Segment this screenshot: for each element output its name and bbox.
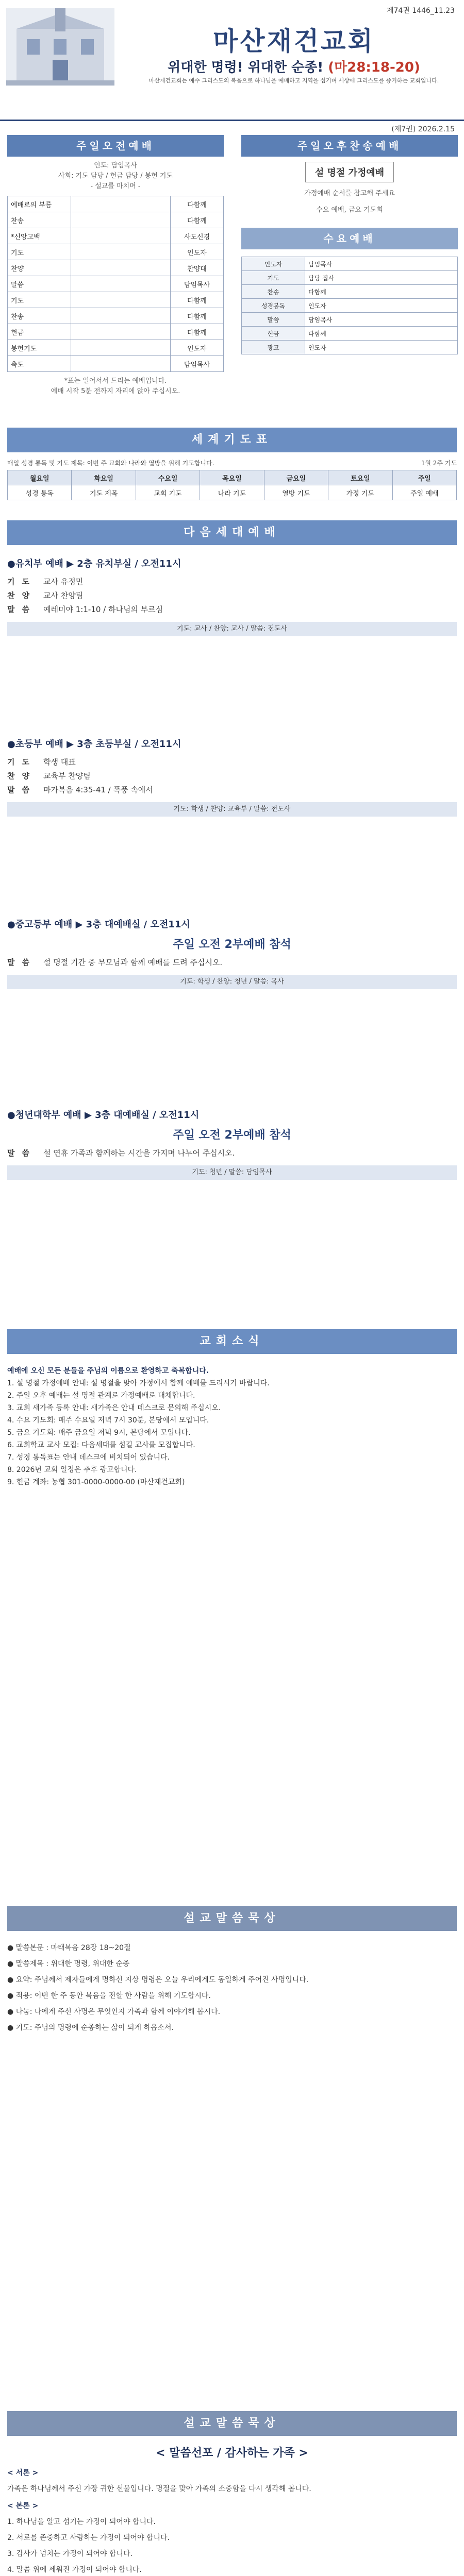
next-generation-detail-key — [7, 755, 43, 769]
wednesday-worship-row — [242, 299, 458, 313]
prayer-day-header: 토요일 — [328, 470, 392, 485]
worship-order-row — [8, 276, 224, 292]
wednesday-worship-value: 담임목사 — [305, 313, 458, 327]
church-news-item: 5. 금요 기도회: 매주 금요일 저녁 9시, 본당에서 모입니다. — [7, 1429, 191, 1437]
worship-order-cell: 찬양 — [8, 260, 71, 276]
church-news-body — [7, 1365, 457, 1489]
worship-order-cell: 다함께 — [171, 324, 224, 340]
next-generation-detail — [7, 575, 457, 589]
next-generation-detail-value: 마가복음 4:35-41 / 폭풍 속에서 — [43, 785, 153, 794]
next-generation-block-title: ●청년대학부 예배 ▶ 3층 대예배실 / 오전11시 — [7, 1110, 200, 1121]
next-generation-detail-key-part2: 양 — [22, 771, 29, 781]
church-news-item: 4. 수요 기도회: 매주 수요일 저녁 7시 30분, 본당에서 모입니다. — [7, 1416, 209, 1425]
prayer-day-cell: 성경 통독 — [8, 485, 72, 500]
worship-order-table — [7, 196, 224, 372]
next-generation-detail-value: 설 명절 기간 중 부모님과 함께 예배를 드려 주십시오. — [43, 958, 223, 967]
worship-order-cell: 사도신경 — [171, 228, 224, 244]
worship-order-cell: 봉헌기도 — [8, 340, 71, 356]
sermon-title: 설교말씀묵상 — [7, 2411, 457, 2436]
sermon-meditation-line: ● 요약: 주님께서 제자들에게 명하신 지상 명령은 오늘 우리에게도 동일하게 주어진 사명입니다. — [7, 1976, 309, 1984]
wednesday-worship-value: 담임목사 — [305, 257, 458, 271]
worship-order-cell: 다함께 — [171, 292, 224, 308]
next-generation-title: 다음세대예배 — [7, 520, 457, 545]
next-generation-detail-key-part1: 기 — [7, 577, 15, 586]
next-generation-detail-key-part2: 씀 — [22, 605, 29, 614]
prayer-day-header: 월요일 — [8, 470, 72, 485]
worship-order-cell: 찬송 — [8, 212, 71, 228]
next-generation-detail-key-part1: 말 — [7, 785, 15, 794]
worship-order-row — [8, 308, 224, 324]
worship-order-cell — [71, 324, 171, 340]
prayer-chart-right-note: 1월 2주 기도 — [421, 460, 457, 467]
church-news-item: 1. 설 명절 가정예배 안내: 설 명절을 맞아 가정에서 함께 예배를 드리시기 바랍니다. — [7, 1379, 270, 1387]
worship-order-row — [8, 260, 224, 276]
wednesday-worship-key: 성경봉독 — [242, 299, 305, 313]
worship-order-cell: 인도자 — [171, 340, 224, 356]
prayer-day-header: 화요일 — [72, 470, 136, 485]
worship-order-column — [7, 135, 224, 401]
next-generation-detail-key — [7, 1146, 43, 1160]
afternoon-worship-column — [241, 135, 458, 354]
worship-order-cell: 찬양대 — [171, 260, 224, 276]
next-generation-roles: 기도: 청년 / 말씀: 담임목사 — [7, 1165, 457, 1180]
next-generation-detail-key-part2: 씀 — [22, 1148, 29, 1158]
next-generation-detail-key — [7, 783, 43, 797]
worship-note-line1: 인도: 담임목사 — [94, 162, 137, 170]
worship-order-row — [8, 340, 224, 356]
church-name: 마산재건교회 — [213, 26, 375, 56]
church-mission: 마산재건교회는 예수 그리스도의 복음으로 하나님을 예배하고 지역을 섬기며 세상에 그리스도를 증거하는 교회입니다. — [148, 77, 439, 84]
sermon-paragraph: < 서론 > — [7, 2469, 39, 2477]
worship-order-row — [8, 212, 224, 228]
prayer-day-cell: 나라 기도 — [200, 485, 264, 500]
next-generation-roles: 기도: 교사 / 찬양: 교사 / 말씀: 전도사 — [7, 622, 457, 636]
motto-reference: (마28:18-20) — [328, 60, 420, 75]
next-generation-block — [7, 917, 457, 989]
wednesday-worship-value: 담당 집사 — [305, 271, 458, 285]
next-generation-detail — [7, 589, 457, 603]
wednesday-worship-row — [242, 327, 458, 341]
worship-order-cell — [71, 276, 171, 292]
prayer-chart-title: 세계기도표 — [7, 428, 457, 452]
church-news-item: 8. 2026년 교회 일정은 추후 광고합니다. — [7, 1466, 137, 1474]
prayer-day-cell: 주일 예배 — [392, 485, 456, 500]
worship-order-cell: 다함께 — [171, 212, 224, 228]
sermon-meditation-body — [7, 1942, 457, 2038]
wednesday-worship-key: 헌금 — [242, 327, 305, 341]
sermon-paragraph: 3. 감사가 넘치는 가정이 되어야 합니다. — [7, 2550, 132, 2558]
afternoon-worship-title: 주일오후찬송예배 — [241, 135, 458, 157]
wednesday-worship-value: 인도자 — [305, 299, 458, 313]
worship-order-row — [8, 324, 224, 340]
next-generation-detail-key — [7, 769, 43, 783]
afternoon-worship-box — [241, 162, 458, 215]
next-generation-detail-key — [7, 956, 43, 970]
next-generation-detail — [7, 783, 457, 797]
next-generation-detail — [7, 956, 457, 970]
church-news-item: 3. 교회 새가족 등록 안내: 새가족은 안내 데스크로 문의해 주십시오. — [7, 1404, 221, 1412]
sermon-meditation-title: 설교말씀묵상 — [7, 1906, 457, 1931]
bulletin-date: (제7권) 2026.2.15 — [391, 125, 455, 133]
worship-order-cell — [71, 356, 171, 372]
next-generation-block — [7, 737, 457, 817]
next-generation-detail-key-part1: 말 — [7, 958, 15, 967]
next-generation-detail — [7, 755, 457, 769]
sermon-meditation-line: ● 말씀본문 : 마태복음 28장 18~20절 — [7, 1944, 131, 1952]
worship-order-cell — [71, 244, 171, 260]
next-generation-detail — [7, 769, 457, 783]
worship-order-cell: 담임목사 — [171, 356, 224, 372]
sermon-heading: < 말씀선포 / 감사하는 가족 > — [156, 2447, 308, 2460]
bulletin-header — [0, 0, 464, 133]
worship-order-cell: 예배로의 부름 — [8, 196, 71, 212]
wednesday-worship-key: 찬송 — [242, 285, 305, 299]
prayer-chart-table — [7, 470, 457, 500]
wednesday-worship-title: 수요예배 — [241, 228, 458, 249]
afternoon-worship-text1: 가정예배 순서를 참고해 주세요 — [304, 190, 395, 197]
church-motto — [129, 57, 459, 76]
next-generation-detail-key — [7, 589, 43, 603]
worship-note-line2: 사회: 기도 담당 / 헌금 담당 / 봉헌 기도 — [58, 172, 173, 180]
afternoon-worship-heading: 설 명절 가정예배 — [305, 162, 394, 182]
next-generation-attendance: 주일 오전 2부예배 참석 — [173, 938, 291, 951]
next-generation-detail-key-part1: 찬 — [7, 591, 15, 600]
next-generation-detail-key-part2: 양 — [22, 591, 29, 600]
prayer-chart-note-text: 매일 성경 통독 및 기도 제목: 이번 주 교회와 나라와 열방을 위해 기도합니다. — [7, 460, 214, 467]
next-generation-detail-key-part2: 씀 — [22, 785, 29, 794]
prayer-day-cell: 교회 기도 — [136, 485, 200, 500]
wednesday-worship-key: 인도자 — [242, 257, 305, 271]
next-generation-detail-key-part2: 도 — [22, 757, 29, 767]
next-generation-detail-value: 교사 찬양팀 — [43, 591, 84, 600]
worship-order-title: 주일오전예배 — [7, 135, 224, 157]
church-news-item: 2. 주일 오후 예배는 설 명절 관계로 가정예배로 대체합니다. — [7, 1392, 195, 1400]
worship-order-row — [8, 196, 224, 212]
worship-footnote2: 예배 시작 5분 전까지 자리에 앉아 주십시오. — [51, 387, 180, 395]
motto-text: 위대한 명령! 위대한 순종! — [168, 60, 324, 75]
worship-order-row — [8, 356, 224, 372]
wednesday-worship-value: 다함께 — [305, 285, 458, 299]
wednesday-worship-key: 기도 — [242, 271, 305, 285]
worship-order-cell: 찬송 — [8, 308, 71, 324]
next-generation-detail-key-part1: 말 — [7, 1148, 15, 1158]
prayer-day-cell: 기도 제목 — [72, 485, 136, 500]
header-divider — [0, 120, 464, 121]
next-generation-detail-key-part2: 씀 — [22, 958, 29, 967]
afternoon-worship-text2: 수요 예배, 금요 기도회 — [316, 206, 383, 214]
sermon-meditation-line: ● 적용: 이번 한 주 동안 복음을 전할 한 사람을 위해 기도합시다. — [7, 1992, 211, 2000]
next-generation-detail-key — [7, 603, 43, 617]
wednesday-worship-row — [242, 285, 458, 299]
sermon-paragraph: 1. 하나님을 알고 섬기는 가정이 되어야 합니다. — [7, 2518, 156, 2526]
church-news-item: 7. 성경 통독표는 안내 데스크에 비치되어 있습니다. — [7, 1453, 170, 1462]
prayer-day-cell: 열방 기도 — [264, 485, 328, 500]
next-generation-block-title: ●유치부 예배 ▶ 2층 유치부실 / 오전11시 — [7, 558, 181, 569]
wednesday-worship-table — [241, 257, 458, 354]
wednesday-worship-key: 말씀 — [242, 313, 305, 327]
worship-order-cell: *신앙고백 — [8, 228, 71, 244]
next-generation-roles: 기도: 학생 / 찬양: 청년 / 말씀: 목사 — [7, 975, 457, 989]
next-generation-block — [7, 556, 457, 636]
prayer-chart-note — [7, 459, 457, 467]
prayer-day-header: 주일 — [392, 470, 456, 485]
prayer-day-header: 금요일 — [264, 470, 328, 485]
next-generation-attendance: 주일 오전 2부예배 참석 — [173, 1129, 291, 1142]
next-generation-roles: 기도: 학생 / 찬양: 교육부 / 말씀: 전도사 — [7, 802, 457, 817]
next-generation-detail-value: 설 연휴 가족과 함께하는 시간을 가지며 나누어 주십시오. — [43, 1148, 235, 1158]
sermon-meditation-line: ● 나눔: 나에게 주신 사명은 무엇인지 가족과 함께 이야기해 봅시다. — [7, 2008, 221, 2016]
next-generation-block — [7, 1108, 457, 1180]
next-generation-detail — [7, 603, 457, 617]
church-news-item: 9. 헌금 계좌: 농협 301-0000-0000-00 (마산재건교회) — [7, 1478, 185, 1486]
worship-order-cell: 말씀 — [8, 276, 71, 292]
sermon-paragraph: 4. 말씀 위에 세워진 가정이 되어야 합니다. — [7, 2566, 142, 2574]
prayer-day-cell: 가정 기도 — [328, 485, 392, 500]
church-building-image — [6, 8, 114, 86]
sermon-paragraph: 가족은 하나님께서 주신 가장 귀한 선물입니다. 명절을 맞아 가족의 소중함을 다시 생각해 봅니다. — [7, 2485, 311, 2493]
sermon-meditation-line: ● 말씀제목 : 위대한 명령, 위대한 순종 — [7, 1960, 130, 1968]
next-generation-detail-key-part1: 기 — [7, 757, 15, 767]
next-generation-detail-key-part1: 말 — [7, 605, 15, 614]
church-news-item: 6. 교회학교 교사 모집: 다음세대를 섬길 교사를 모집합니다. — [7, 1441, 195, 1449]
worship-section — [0, 135, 464, 423]
worship-order-cell — [71, 212, 171, 228]
worship-order-cell: 인도자 — [171, 244, 224, 260]
sermon-paragraph: 2. 서로를 존중하고 사랑하는 가정이 되어야 합니다. — [7, 2534, 170, 2542]
next-generation-detail-value: 학생 대표 — [43, 757, 76, 767]
church-news-title: 교회소식 — [7, 1329, 457, 1354]
worship-order-cell: 다함께 — [171, 196, 224, 212]
wednesday-worship-value: 다함께 — [305, 327, 458, 341]
worship-order-cell — [71, 308, 171, 324]
worship-note — [7, 161, 224, 192]
wednesday-worship-value: 인도자 — [305, 341, 458, 354]
worship-footnote1: *표는 일어서서 드리는 예배입니다. — [64, 377, 167, 385]
next-generation-detail-key-part1: 찬 — [7, 771, 15, 781]
sermon-paragraph: < 본론 > — [7, 2502, 39, 2510]
worship-order-cell: 기도 — [8, 244, 71, 260]
next-generation-detail-key-part2: 도 — [22, 577, 29, 586]
next-generation-block-title: ●중고등부 예배 ▶ 3층 대예배실 / 오전11시 — [7, 919, 190, 930]
worship-order-cell — [71, 340, 171, 356]
worship-sub: - 설교를 마치며 - — [90, 182, 141, 190]
next-generation-detail — [7, 1146, 457, 1160]
next-generation-detail-key — [7, 575, 43, 589]
sermon-meditation-line: ● 기도: 주님의 명령에 순종하는 삶이 되게 하옵소서. — [7, 2024, 174, 2032]
wednesday-worship-row — [242, 271, 458, 285]
worship-order-cell: 담임목사 — [171, 276, 224, 292]
worship-order-cell: 헌금 — [8, 324, 71, 340]
worship-order-cell — [71, 228, 171, 244]
worship-order-row — [8, 244, 224, 260]
wednesday-worship-key: 광고 — [242, 341, 305, 354]
wednesday-worship-row — [242, 257, 458, 271]
worship-order-row — [8, 228, 224, 244]
worship-order-cell — [71, 260, 171, 276]
worship-order-cell: 기도 — [8, 292, 71, 308]
church-news-intro: 예배에 오신 모든 분들을 주님의 이름으로 환영하고 축복합니다. — [7, 1367, 209, 1375]
worship-order-cell — [71, 196, 171, 212]
worship-order-cell — [71, 292, 171, 308]
worship-order-cell: 다함께 — [171, 308, 224, 324]
next-generation-detail-value: 예레미야 1:1-10 / 하나님의 부르심 — [43, 605, 163, 614]
worship-order-cell: 축도 — [8, 356, 71, 372]
next-generation-block-title: ●초등부 예배 ▶ 3층 초등부실 / 오전11시 — [7, 739, 181, 750]
next-generation-detail-value: 교사 유정민 — [43, 577, 84, 586]
prayer-day-header: 목요일 — [200, 470, 264, 485]
wednesday-worship-row — [242, 341, 458, 354]
worship-order-row — [8, 292, 224, 308]
sermon-body — [7, 2447, 457, 2576]
wednesday-worship-row — [242, 313, 458, 327]
next-generation-detail-value: 교육부 찬양팀 — [43, 771, 91, 781]
prayer-day-header: 수요일 — [136, 470, 200, 485]
volume-label: 제74권 1446_11.23 — [386, 7, 455, 15]
worship-footnote — [7, 376, 224, 397]
